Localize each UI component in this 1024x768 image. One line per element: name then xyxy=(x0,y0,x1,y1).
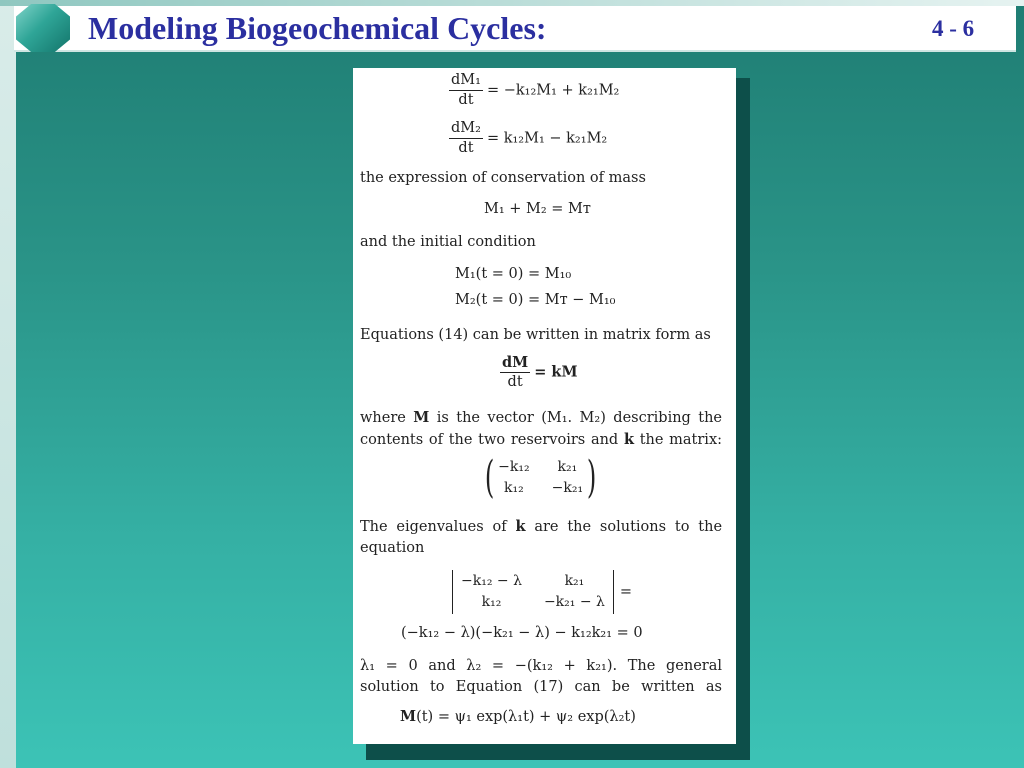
text-eigenvalues xyxy=(360,516,722,559)
scanned-page xyxy=(353,68,736,744)
matrix xyxy=(481,452,600,503)
text-initial-condition: and the initial condition xyxy=(360,234,536,250)
text-span: the matrix: xyxy=(639,432,723,448)
fraction-numerator: dM₂ xyxy=(449,120,483,139)
text-bold: k xyxy=(623,431,634,448)
determinant-cell: k₂₁ xyxy=(564,573,585,589)
text-span: are the solutions to the equation xyxy=(360,519,723,556)
text-bold: k xyxy=(515,518,526,535)
determinant xyxy=(452,570,632,614)
matrix-grid xyxy=(498,458,583,498)
text-lambda-solution: λ₁ = 0 and λ₂ = −(k₁₂ + k₂₁). The general solution to Equation (17) can be written as xyxy=(360,658,722,695)
matrix-cell: −k₂₁ xyxy=(551,480,584,496)
equation-initial-2: M₂(t = 0) = Mᴛ − M₁₀ xyxy=(455,292,616,308)
slide-title: Modeling Biogeochemical Cycles: xyxy=(88,10,547,46)
fraction xyxy=(449,72,483,109)
equation-dm2-dt xyxy=(449,120,607,157)
text-conservation: the expression of conservation of mass xyxy=(360,170,646,186)
equation-rhs: = kM xyxy=(534,363,578,381)
left-decor-strip xyxy=(0,0,16,768)
determinant-cell: k₁₂ xyxy=(481,594,502,610)
equation-dm1-dt xyxy=(449,72,619,109)
fraction-denominator: dt xyxy=(458,92,474,108)
text-span: is the vector (M₁. M₂) describing the contents of the two reservoirs and xyxy=(360,410,722,448)
fraction xyxy=(500,354,530,391)
text-vector-description xyxy=(360,407,722,451)
determinant-grid xyxy=(452,570,614,614)
determinant-cell: −k₂₁ − λ xyxy=(543,594,605,610)
fraction-numerator: dM₁ xyxy=(449,72,483,91)
equation-characteristic: (−k₁₂ − λ)(−k₂₁ − λ) − k₁₂k₂₁ = 0 xyxy=(401,625,643,641)
equation-general-solution xyxy=(400,708,636,725)
determinant-cell: −k₁₂ − λ xyxy=(461,573,522,589)
fraction-denominator: dt xyxy=(507,374,523,390)
text-matrix-form: Equations (14) can be written in matrix form as xyxy=(360,327,711,343)
fraction-numerator: dM xyxy=(502,354,529,371)
equation-initial-1: M₁(t = 0) = M₁₀ xyxy=(455,266,572,282)
matrix-cell: k₁₂ xyxy=(504,480,524,496)
equation-rhs: = −k₁₂M₁ + k₂₁M₂ xyxy=(486,82,620,99)
equation-matrix xyxy=(500,354,578,391)
matrix-k xyxy=(481,452,600,503)
text-bold: M xyxy=(400,708,417,725)
equation-rhs: (t) = ψ₁ exp(λ₁t) + ψ₂ exp(λ₂t) xyxy=(416,709,636,725)
matrix-cell: −k₁₂ xyxy=(498,459,530,475)
fraction-denominator: dt xyxy=(458,140,474,156)
text-span: where xyxy=(360,410,406,426)
left-paren: ( xyxy=(484,452,495,503)
matrix-cell: k₂₁ xyxy=(557,459,578,475)
right-paren: ) xyxy=(586,452,597,503)
text-span: The eigenvalues of xyxy=(360,519,507,535)
equals-sign: = xyxy=(619,584,633,600)
text-bold: M xyxy=(413,409,430,426)
fraction xyxy=(449,120,483,157)
equation-rhs: = k₁₂M₁ − k₂₁M₂ xyxy=(486,130,608,147)
octagon-logo-icon xyxy=(16,4,70,52)
determinant-expression xyxy=(452,570,632,614)
equation-conservation: M₁ + M₂ = Mᴛ xyxy=(484,201,591,217)
slide-number: 4 - 6 xyxy=(932,16,975,41)
